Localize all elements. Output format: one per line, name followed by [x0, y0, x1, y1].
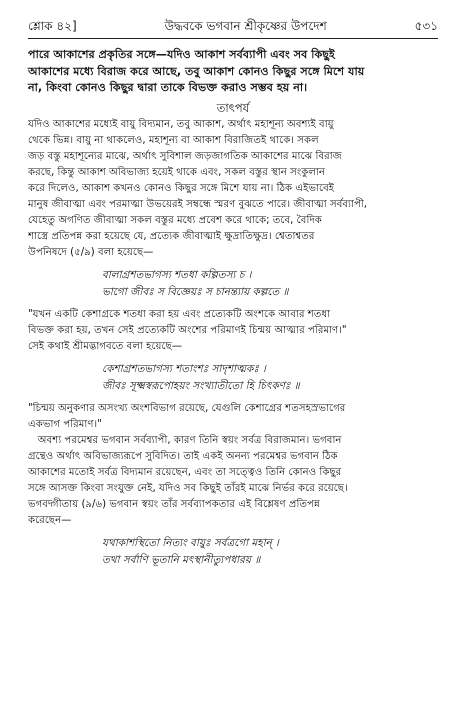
text-line: আকাশের মতোই সর্বত্র বিদ্যমান রয়েছেন, এবং তা সত্ত্বেও তিনি কোনও কিছুর [28, 466, 342, 478]
text-line: জড় বস্তু মহাশূন্যের মাঝে, অর্থাৎ সুবিশাল জড়জাগতিক আকাশের মাঝে বিরাজ [28, 150, 342, 162]
text-line: সঙ্গে আসক্ত কিংবা সংযুক্ত নেই, যদিও সব কিছুই তাঁরই মাঝে নির্ভর করে রয়েছে। [28, 482, 348, 494]
text-line: সেই কথাই শ্রীমদ্ভাগবতে বলা হয়েছে— [28, 340, 183, 352]
text-line: করে দিলেও, আকাশ কখনও কোনও কিছুর সঙ্গে মিশে যায় না। ঠিক এইভাবেই [28, 182, 335, 194]
text-line: থেকে ভিন্ন। বায়ু না থাকলেও, মহাশূন্য বা আকাশ বিরাজিতই থাকে। সকল [28, 134, 319, 146]
quote-line: বালাগ্রশতভাগস্য শতধা কল্পিতস্য চ । [102, 268, 252, 281]
verse-line: আকাশের মধ্যে বিরাজ করে আছে, তবু আকাশ কোনও কিছুর সঙ্গে মিশে যায় [28, 64, 365, 78]
text-line: একভাগ পরিমাণ।" [28, 418, 102, 430]
chapter-title: উদ্ধবকে ভগবান শ্রীকৃষ্ণের উপদেশ [164, 19, 327, 33]
quote-line: কেশাগ্রশতভাগস্য শতাংশঃ সাদৃশাত্মকঃ । [102, 362, 266, 375]
text-line: অবশ্য পরমেশ্বর ভগবান সর্বব্যাপী, কারণ তিনি স্বয়ং সর্বত্র বিরাজমান। ভগবান [28, 434, 342, 446]
text-line: শাস্ত্রে প্রতিপন্ন করা হয়েছে যে, প্রত্যেক জীবাত্মাই ক্ষুদ্রাতিক্ষুদ্র। শ্বেতাশ্বতর [28, 230, 315, 242]
verse-line: না, কিংবা কোনও কিছুর দ্বারা তাকে বিভক্ত করাও সম্ভব হয় না। [28, 81, 308, 94]
text-line: গ্রন্থেও অর্থাৎ অবিভাজ্যরূপে সুবিদিত। তাই একই অনন্য পরমেশ্বর ভগবান ঠিক [28, 450, 338, 462]
book-page [28, 18, 438, 575]
purport-paragraph-1 [28, 117, 438, 261]
text-line: "যখন একটি কেশাগ্রকে শতধা করা হয় এবং প্রত্যেকটি অংশকে আবার শতধা [28, 308, 331, 320]
text-line: যেহেতু অগণিত জীবাত্মা সকল বস্তুর মধ্যে প্রবেশ করে থাকে; তবে, বৈদিক [28, 214, 322, 226]
verse-translation [28, 47, 438, 97]
quote-line: তথা সর্বাণি ভূতানি মৎস্থানীত্যুপধারয় ॥ [102, 553, 261, 566]
text-line: করছে, কিন্তু আকাশ অবিভাজ্য হয়েই থাকে এবং, সকল বস্তুর স্থান সংকুলান [28, 166, 325, 178]
text-line: যদিও আকাশের মধ্যেই বায়ু বিদ্যমান, তবু আকাশ, অর্থাৎ মহাশূন্য অবশ্যই বায়ু [28, 118, 334, 130]
quote-line: জীবঃ সূক্ষ্মস্বরূপোহয়ং সংখ্যাতীতো হি চিৎকণঃ ॥ [102, 379, 300, 392]
purport-paragraph-3 [28, 401, 438, 433]
sanskrit-quote-2 [102, 361, 438, 395]
text-line: ভগবদ্গীতায় (৯/৬) ভগবান স্বয়ং তাঁর সর্বব্যাপকতার এই বিশ্লেষণ প্রতিপন্ন [28, 498, 320, 510]
text-line: মানুষ জীবাত্মা এবং পরমাত্মা উভয়েরই সম্বন্ধে স্মরণ বুঝতে পারে। জীবাত্মা সর্বব্যাপী, [28, 198, 368, 210]
header-divider [28, 38, 438, 39]
verse-reference: শ্লোক ৪২] [28, 19, 77, 33]
text-line: "চিন্ময় অনুকণার অসংখ্য অংশবিভাগ রয়েছে, যেগুলি কেশাগ্রের শতসহস্রভাগের [28, 402, 346, 414]
sanskrit-quote-3 [102, 535, 438, 569]
running-header [28, 18, 438, 36]
purport-paragraph-2 [28, 307, 438, 355]
verse-line: পারে আকাশের প্রকৃতির সঙ্গে—যদিও আকাশ সর্বব্যাপী এবং সব কিছুই [28, 48, 335, 61]
purport-paragraph-4 [28, 433, 438, 529]
text-line: উপনিষদে (৫/৯) বলা হয়েছে— [28, 246, 154, 258]
quote-line: ভাগো জীবঃ স বিজ্ঞেয়ঃ স চানন্ত্যায় কল্পতে ॥ [102, 285, 289, 298]
page-number: ৫৩১ [414, 19, 438, 33]
text-line: করেছেন— [28, 514, 72, 526]
quote-line: যথাকাশস্থিতো নিত্যং বায়ুঃ সর্বত্রগো মহান্ । [102, 536, 279, 549]
sanskrit-quote-1 [102, 267, 438, 301]
purport-heading: তাৎপর্য [216, 100, 250, 115]
text-line: বিভক্ত করা হয়, তখন সেই প্রত্যেকটি অংশের পরিমাণই চিন্ময় আত্মার পরিমাণ।" [28, 324, 347, 336]
